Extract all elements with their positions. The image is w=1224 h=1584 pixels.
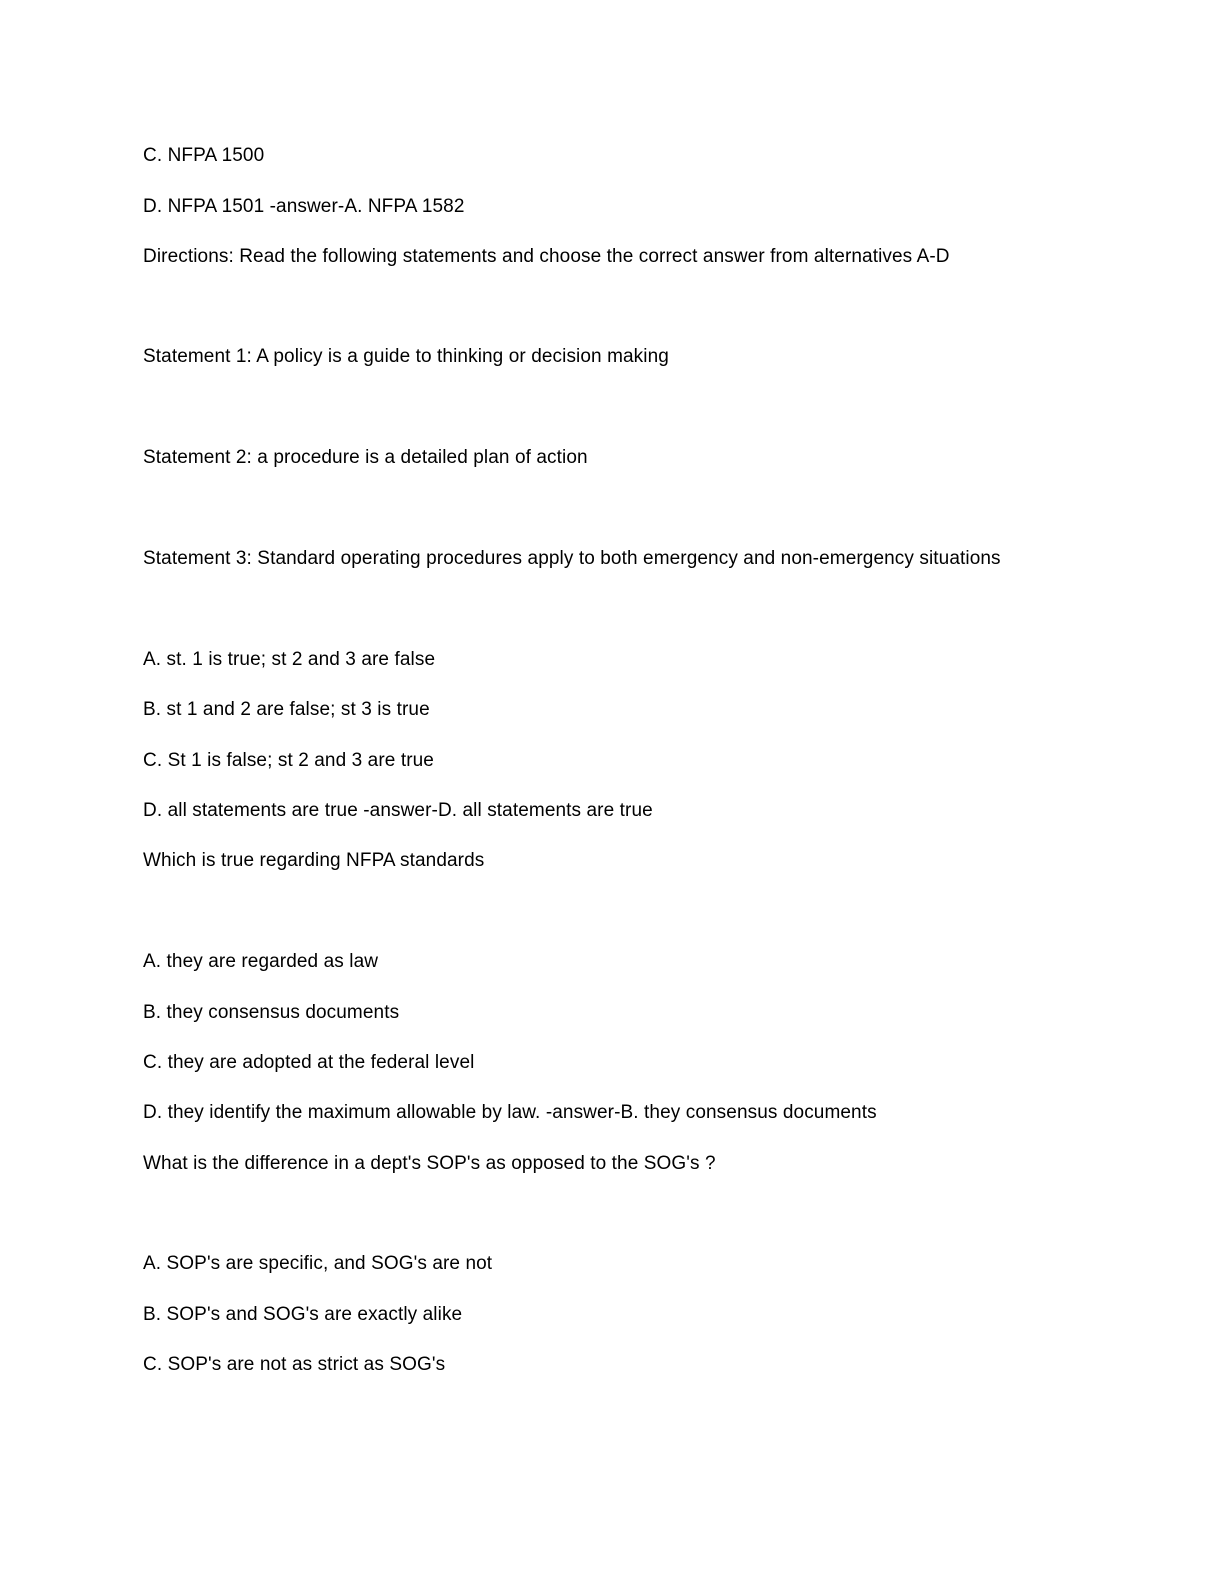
option-a: A. st. 1 is true; st 2 and 3 are false [143,649,436,670]
option-c: C. SOP's are not as strict as SOG's [143,1354,446,1375]
option-a: A. SOP's are specific, and SOG's are not [143,1253,493,1274]
option-c: C. they are adopted at the federal level [143,1052,475,1073]
option-c: C. St 1 is false; st 2 and 3 are true [143,750,434,771]
question-nfpa-standards: Which is true regarding NFPA standards [143,850,485,871]
directions-text: Directions: Read the following statements and choose the correct answer from alternatives A-D [143,246,950,267]
statement-3: Statement 3: Standard operating procedures apply to both emergency and non-emergency situations [143,548,1001,569]
question-sop-vs-sog: What is the difference in a dept's SOP's as opposed to the SOG's ? [143,1153,716,1174]
option-b: B. SOP's and SOG's are exactly alike [143,1304,463,1325]
option-b: B. they consensus documents [143,1002,400,1023]
option-d-with-answer: D. all statements are true -answer-D. all statements are true [143,800,653,821]
statement-1: Statement 1: A policy is a guide to thinking or decision making [143,346,669,367]
option-c-nfpa-1500: C. NFPA 1500 [143,145,265,166]
option-a: A. they are regarded as law [143,951,379,972]
option-b: B. st 1 and 2 are false; st 3 is true [143,699,430,720]
option-d-with-answer: D. NFPA 1501 -answer-A. NFPA 1582 [143,196,465,217]
statement-2: Statement 2: a procedure is a detailed plan of action [143,447,588,468]
option-d-with-answer: D. they identify the maximum allowable by law. -answer-B. they consensus documents [143,1102,877,1123]
